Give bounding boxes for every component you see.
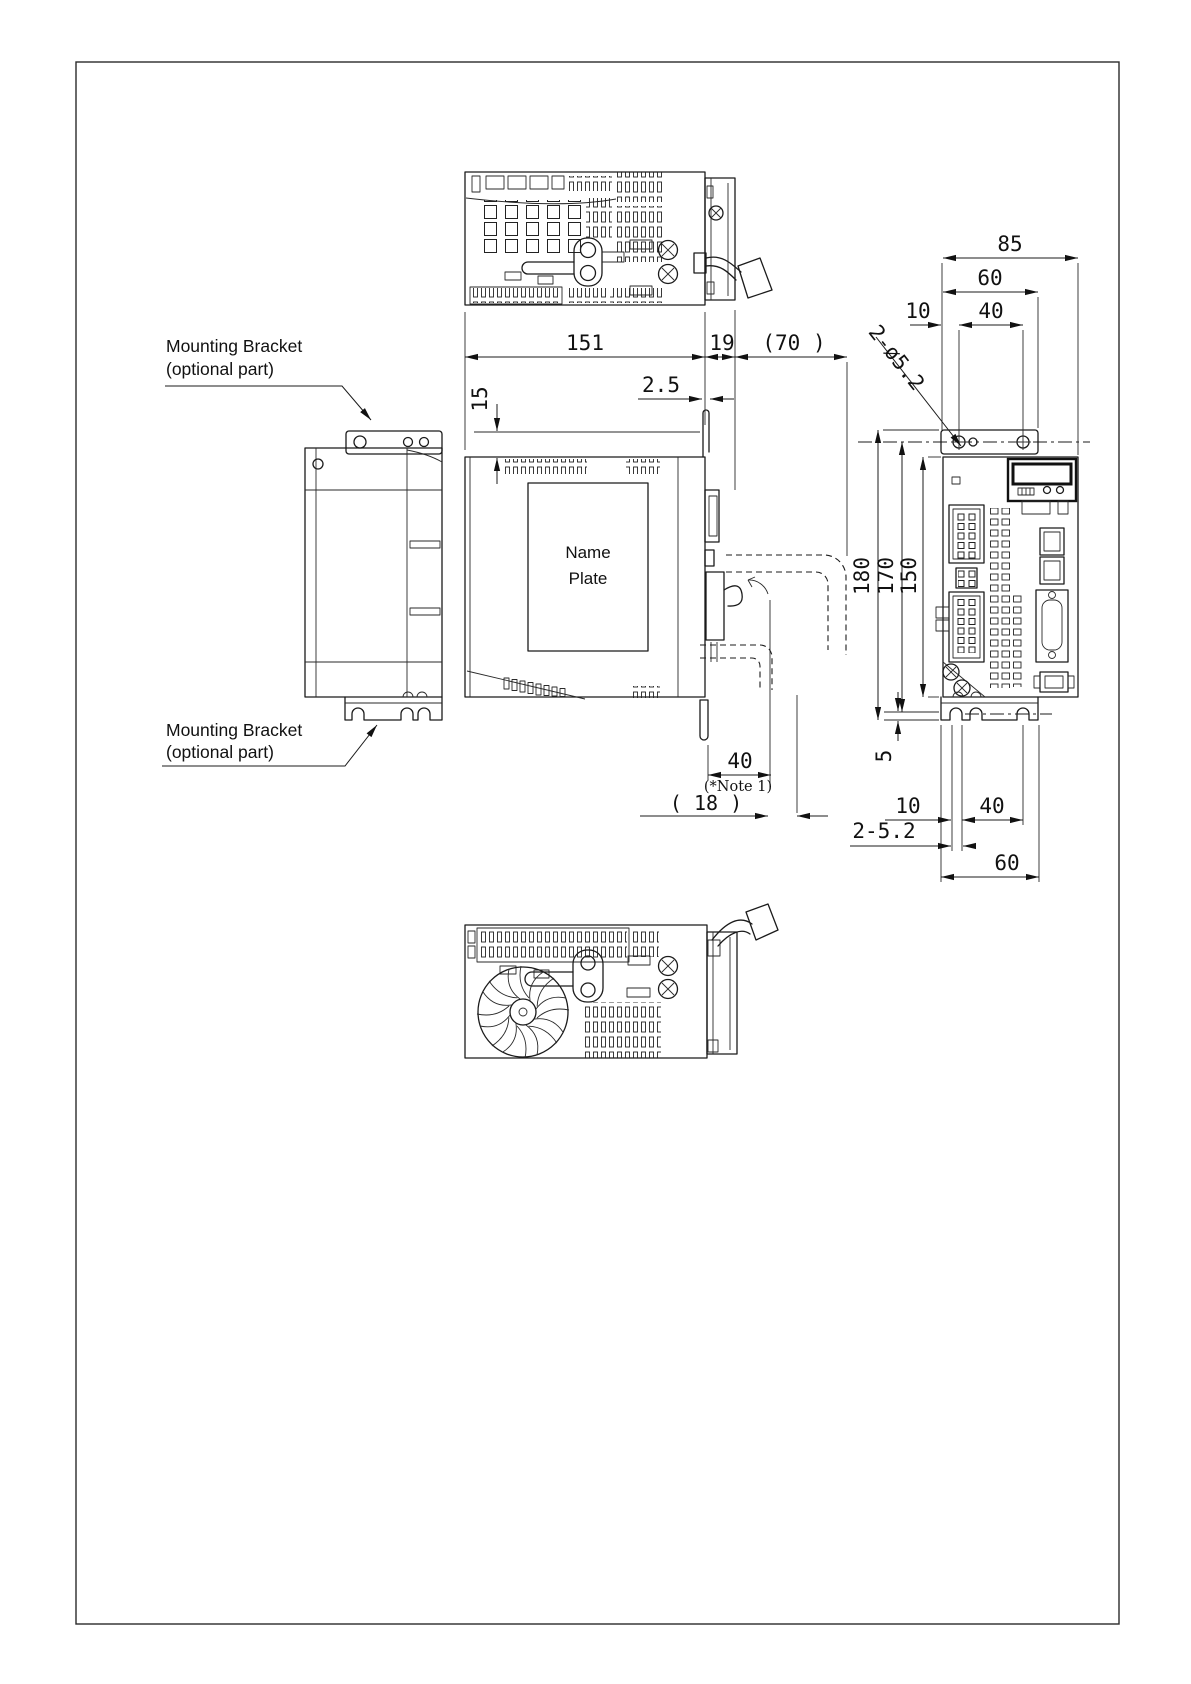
name-plate	[528, 483, 648, 651]
mounting-bracket-label-top	[165, 336, 371, 420]
name-plate-text: Name	[565, 543, 611, 562]
dim-10-top: 10	[905, 299, 931, 323]
io-connectors	[1036, 528, 1068, 662]
bottom-bracket	[345, 697, 442, 720]
dim-180: 180	[850, 557, 874, 595]
label-text: Mounting Bracket	[166, 336, 303, 356]
dim-151: 151	[566, 331, 604, 355]
dim-60-top: 60	[977, 266, 1003, 290]
small-connector	[956, 568, 977, 588]
top-view	[465, 172, 772, 305]
dim-40-bottom: 40	[979, 794, 1005, 818]
cable-hook	[738, 258, 772, 298]
rear-view	[305, 431, 442, 720]
label-text: (optional part)	[166, 742, 274, 762]
dim-70: (70 )	[762, 331, 826, 355]
dim-40-connector: 40	[727, 749, 753, 773]
label-text: Mounting Bracket	[166, 720, 303, 740]
label-text: (optional part)	[166, 359, 274, 379]
dim-60-bottom: 60	[994, 851, 1020, 875]
dim-2-5-2: 2-5.2	[852, 819, 916, 843]
mounting-bracket-label-bottom	[162, 720, 377, 766]
dim-2-dia-5-2: 2-ø5.2	[863, 320, 930, 395]
bottom-bracket	[941, 697, 1038, 720]
dim-170: 170	[874, 557, 898, 595]
leader-arrow	[165, 386, 371, 420]
screw-icon	[659, 957, 678, 999]
dim-5: 5	[872, 749, 896, 763]
battery-connector	[1034, 672, 1074, 692]
display-window	[1008, 459, 1076, 501]
ground-screws	[943, 662, 985, 697]
dimension-annotations	[465, 232, 1078, 882]
dim-40-top: 40	[978, 299, 1004, 323]
note-1: (*Note 1)	[703, 779, 773, 795]
dim-19: 19	[709, 331, 735, 355]
name-plate-text: Plate	[568, 569, 608, 588]
power-connector	[949, 505, 984, 563]
dim-150: 150	[897, 557, 921, 595]
dim-18: ( 18 )	[669, 791, 743, 815]
dim-10-bottom: 10	[895, 794, 921, 818]
mount-hole	[1015, 434, 1031, 450]
side-view	[465, 410, 846, 813]
dim-2-5: 2.5	[642, 373, 680, 397]
cable-hook	[746, 904, 778, 940]
bottom-view	[465, 904, 778, 1058]
cooling-fan	[477, 966, 569, 1058]
dim-15: 15	[468, 386, 492, 412]
dim-85: 85	[997, 232, 1023, 256]
